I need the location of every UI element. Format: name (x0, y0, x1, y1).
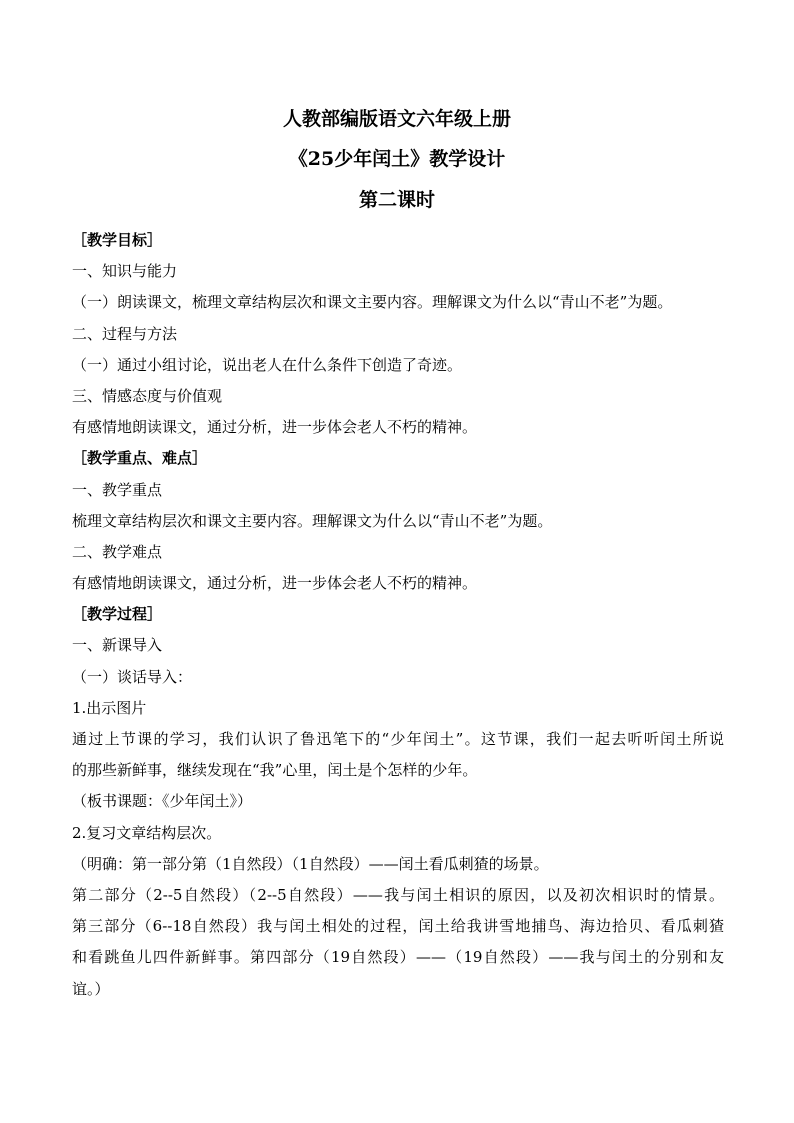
paragraph: 有感情地朗读课文，通过分析，进一步体会老人不朽的精神。 (72, 574, 478, 593)
paragraph: 2.复习文章结构层次。 (72, 823, 222, 842)
subheading-attitude: 三、情感态度与价值观 (72, 386, 223, 405)
subheading-difficulty: 二、教学难点 (72, 542, 163, 561)
document-title: 人教部编版语文六年级上册 (282, 108, 511, 130)
lesson-title: 《25少年闰土》教学设计 (288, 148, 506, 170)
paragraph: 梳理文章结构层次和课文主要内容。理解课文为什么以“青山不老”为题。 (72, 511, 553, 530)
paragraph: 和看跳鱼儿四件新鲜事。第四部分（19自然段）——（19自然段）——我与闰土的分别和友 (72, 948, 724, 967)
lesson-period: 第二课时 (358, 189, 435, 211)
paragraph: 第二部分（2--5自然段）（2--5自然段）——我与闰土相识的原因，以及初次相识时的情景。 (72, 885, 724, 904)
document-body (72, 225, 724, 1005)
subheading-knowledge: 一、知识与能力 (72, 262, 178, 281)
paragraph: 的那些新鲜事，继续发现在“我”心里，闰土是个怎样的少年。 (72, 761, 478, 780)
paragraph: （一）谈话导入： (72, 667, 193, 686)
paragraph: （明确：第一部分第（1自然段）（1自然段）——闰土看瓜刺猹的场景。 (72, 854, 549, 873)
paragraph: （一）通过小组讨论，说出老人在什么条件下创造了奇迹。 (72, 355, 463, 374)
paragraph: 第三部分（6--18自然段）我与闰土相处的过程，闰土给我讲雪地捕鸟、海边拾贝、看瓜刺猹 (72, 917, 724, 936)
section-heading-objectives: ［教学目标］ (72, 231, 163, 249)
section-heading-key-points: ［教学重点、难点］ (72, 449, 208, 468)
subheading-process: 二、过程与方法 (72, 324, 178, 343)
paragraph: （一）朗读课文，梳理文章结构层次和课文主要内容。理解课文为什么以“青山不老”为题。 (72, 293, 673, 312)
paragraph: 1.出示图片 (72, 698, 147, 717)
paragraph: 有感情地朗读课文，通过分析，进一步体会老人不朽的精神。 (72, 418, 478, 437)
section-heading-process: ［教学过程］ (72, 605, 163, 624)
subheading-key-point: 一、教学重点 (72, 480, 163, 499)
paragraph: 谊。） (72, 979, 110, 998)
paragraph: （板书课题：《少年闰土》） (72, 792, 253, 811)
paragraph: 通过上节课的学习，我们认识了鲁迅笔下的“少年闰土”。这节课，我们一起去听听闰土所说 (72, 730, 724, 748)
subheading-introduction: 一、新课导入 (72, 636, 163, 655)
